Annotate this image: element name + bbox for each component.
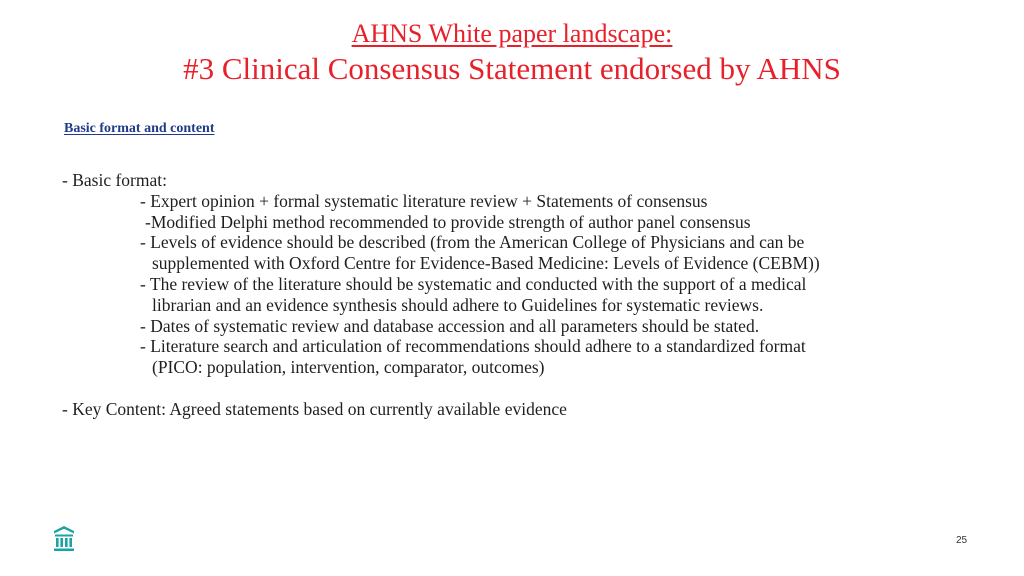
slide-title — [0, 18, 1024, 88]
basic-format-heading: - Basic format: — [62, 170, 167, 190]
format-item-continuation: (PICO: population, intervention, comparator, outcomes) — [152, 357, 545, 378]
spacer — [62, 378, 982, 399]
title-line-1: AHNS White paper landscape: — [351, 19, 673, 48]
format-item: -Modified Delphi method recommended to provide strength of author panel consensus — [145, 211, 751, 232]
format-item-continuation: supplemented with Oxford Centre for Evidence-Based Medicine: Levels of Evidence (CEBM)) — [152, 253, 820, 274]
page-number: 25 — [956, 535, 968, 546]
format-item-continuation: librarian and an evidence synthesis should adhere to Guidelines for systematic reviews. — [152, 294, 764, 315]
building-columns-icon — [53, 525, 75, 553]
title-line-2: #3 Clinical Consensus Statement endorsed by AHNS — [183, 51, 841, 86]
key-content: - Key Content: Agreed statements based on currently available evidence — [62, 398, 567, 419]
format-item: - The review of the literature should be systematic and conducted with the support of a medical — [140, 273, 807, 294]
body-content — [62, 170, 982, 420]
section-label: Basic format and content — [64, 121, 215, 136]
format-item: - Expert opinion + formal systematic literature review + Statements of consensus — [140, 190, 708, 211]
format-item: - Literature search and articulation of recommendations should adhere to a standardized format — [140, 336, 806, 357]
format-item: - Levels of evidence should be described (from the American College of Physicians and can be — [140, 232, 805, 253]
format-item: - Dates of systematic review and database accession and all parameters should be stated. — [140, 315, 760, 336]
